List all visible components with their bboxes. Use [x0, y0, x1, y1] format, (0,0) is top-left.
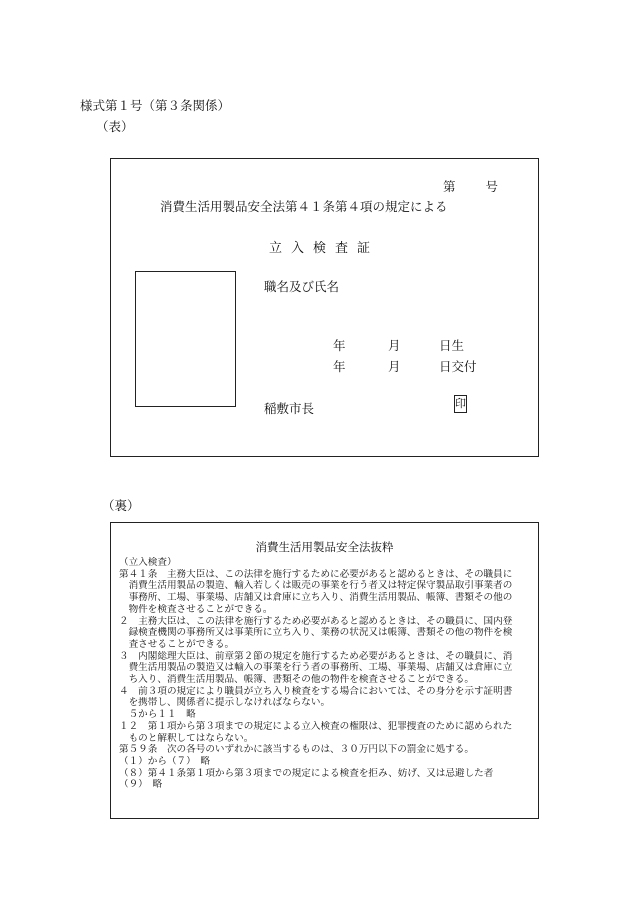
excerpt-line: ２ 主務大臣は、この法律を施行するため必要があると認めるときは、その職員に、国内登 [119, 615, 513, 627]
back-card [110, 522, 539, 819]
excerpt-line: ものと解釈してはならない。 [119, 732, 254, 744]
birth-day-label: 日生 [439, 338, 465, 353]
excerpt-line: 消費生活用製品の製造、輸入若しくは販売の事業を行う者又は特定保守製品取引事業者の [119, 580, 513, 592]
excerpt-line: 第４１条 主務大臣は、この法律を施行するために必要があると認めるときは、その職員に [119, 568, 513, 580]
excerpt-line: ５から１１ 略 [119, 709, 196, 721]
excerpt-line: 録検査機関の事務所又は事業所に立ち入り、業務の状況又は帳簿、書類その他の物件を検 [119, 627, 513, 639]
photo-placeholder [135, 271, 236, 407]
certificate-number-line [443, 177, 498, 195]
excerpt-line: 第５９条 次の各号のいずれかに該当するものは、３０万円以下の罰金に処する。 [119, 744, 474, 756]
issue-year-label: 年 [333, 359, 346, 374]
front-side-label: （表） [96, 119, 134, 134]
excerpt-line: 費生活用製品の製造又は輸入の事業を行う者の事務所、工場、事業場、店舗又は倉庫に立 [119, 662, 513, 674]
back-side-label: （裏） [102, 498, 140, 513]
excerpt-title: 消費生活用製品安全法抜粋 [255, 540, 394, 554]
number-prefix: 第 [443, 179, 456, 194]
excerpt-line: 査させることができる。 [119, 638, 235, 650]
front-card [110, 158, 539, 457]
excerpt-line: 物件を検査させることができる。 [119, 603, 273, 615]
birth-year-label: 年 [333, 338, 346, 353]
excerpt-line: （立入検査） [119, 557, 177, 568]
form-title: 様式第１号（第３条関係） [80, 98, 231, 113]
birth-month-label: 月 [388, 338, 401, 353]
excerpt-line: 事務所、工場、事業場、店舗又は倉庫に立ち入り、消費生活用製品、帳簿、書類その他の [119, 592, 513, 604]
issuer-label: 稲敷市長 [264, 401, 315, 416]
excerpt-line: を携帯し、関係者に提示しなければならない。 [119, 697, 331, 709]
certificate-title: 立入検査証 [269, 241, 380, 256]
excerpt-line: ３ 内閣総理大臣は、前章第２節の規定を施行するため必要があるときは、その職員に、消 [119, 650, 513, 662]
excerpt-line: １２ 第１項から第３項までの規定による立入検査の権限は、犯罪捜査のために認められた [119, 720, 513, 732]
excerpt-line: ち入り、消費生活用製品、帳簿、書類その他の物件を検査させることができる。 [119, 674, 474, 686]
excerpt-line: （９） 略 [119, 779, 163, 791]
excerpt-line: ４ 前３項の規定により職員が立ち入り検査をする場合においては、その身分を示す証明書 [119, 685, 513, 697]
excerpt-line: （８）第４１条第１項から第３項までの規定による検査を拒み、妨げ、又は忌避した者 [119, 767, 494, 779]
issue-day-label: 日交付 [439, 359, 477, 374]
excerpt-body [119, 557, 533, 791]
name-label: 職名及び氏名 [264, 279, 340, 294]
number-suffix: 号 [485, 179, 499, 194]
seal-mark: 印 [454, 395, 467, 413]
law-reference: 消費生活用製品安全法第４１条第４項の規定による [160, 199, 448, 214]
issue-month-label: 月 [388, 359, 401, 374]
excerpt-line: （１）から（７） 略 [119, 755, 211, 767]
